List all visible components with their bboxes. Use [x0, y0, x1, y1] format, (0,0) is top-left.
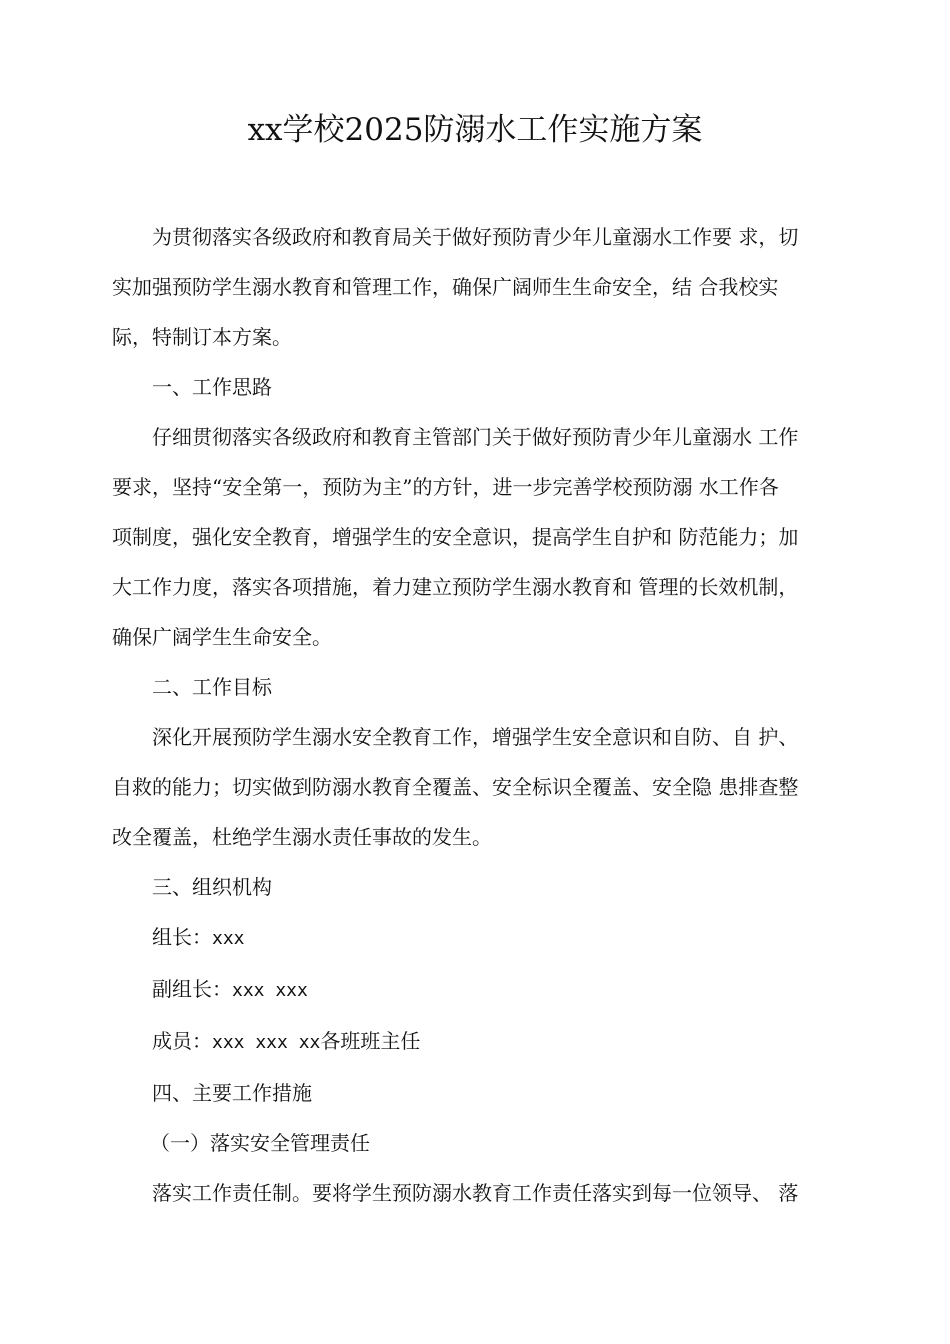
deputy-value: xxx xxx	[232, 980, 308, 1001]
intro-line-3: 际，特制订本方案。	[112, 325, 292, 349]
section1-line-3: 项制度，强化安全教育，增强学生的安全意识，提高学生自护和 防范能力；加	[112, 525, 799, 549]
section2-line-1: 深化开展预防学生溺水安全教育工作，增强学生安全意识和自防、自 护、	[152, 725, 799, 749]
section1-line-5: 确保广阔学生生命安全。	[112, 625, 332, 649]
section2-paragraph	[112, 712, 850, 862]
intro-line-2: 实加强预防学生溺水教育和管理工作，确保广阔师生生命安全，结 合我校实	[112, 275, 779, 299]
members-suffix: 各班班主任	[320, 1029, 421, 1053]
intro-paragraph	[112, 212, 850, 362]
leader-line	[112, 912, 850, 964]
members-value: xxx xxx xx	[212, 1032, 321, 1053]
document-body	[112, 212, 850, 1218]
deputy-label: 副组长：	[152, 977, 232, 1001]
section4-line-1: 落实工作责任制。要将学生预防溺水教育工作责任落实到每一位领导、 落	[152, 1181, 799, 1205]
section-heading-3: 三、组织机构	[152, 875, 272, 899]
members-label: 成员：	[152, 1029, 212, 1053]
section1-line-2: 要求，坚持“安全第一，预防为主”的方针，进一步完善学校预防溺 水工作各	[112, 475, 779, 499]
leader-value: xxx	[212, 928, 245, 949]
members-line	[112, 1016, 850, 1068]
section1-line-1: 仔细贯彻落实各级政府和教育主管部门关于做好预防青少年儿童溺水 工作	[152, 425, 799, 449]
intro-line-1: 为贯彻落实各级政府和教育局关于做好预防青少年儿童溺水工作要 求，切	[152, 225, 799, 249]
section-heading-4: 四、主要工作措施	[152, 1081, 312, 1105]
deputy-line	[112, 964, 850, 1016]
section2-line-2: 自救的能力；切实做到防溺水教育全覆盖、安全标识全覆盖、安全隐 患排查整	[112, 775, 799, 799]
section2-line-3: 改全覆盖，杜绝学生溺水责任事故的发生。	[112, 825, 492, 849]
leader-label: 组长：	[152, 925, 212, 949]
section1-paragraph	[112, 412, 850, 662]
subsection-heading-1: （一）落实安全管理责任	[150, 1131, 370, 1155]
section-heading-2: 二、工作目标	[152, 675, 272, 699]
section1-line-4: 大工作力度，落实各项措施，着力建立预防学生溺水教育和 管理的长效机制，	[112, 575, 799, 599]
section4-paragraph	[112, 1168, 850, 1218]
document-title: xx学校2025防溺水工作实施方案	[247, 112, 703, 148]
section-heading-1: 一、工作思路	[152, 375, 272, 399]
